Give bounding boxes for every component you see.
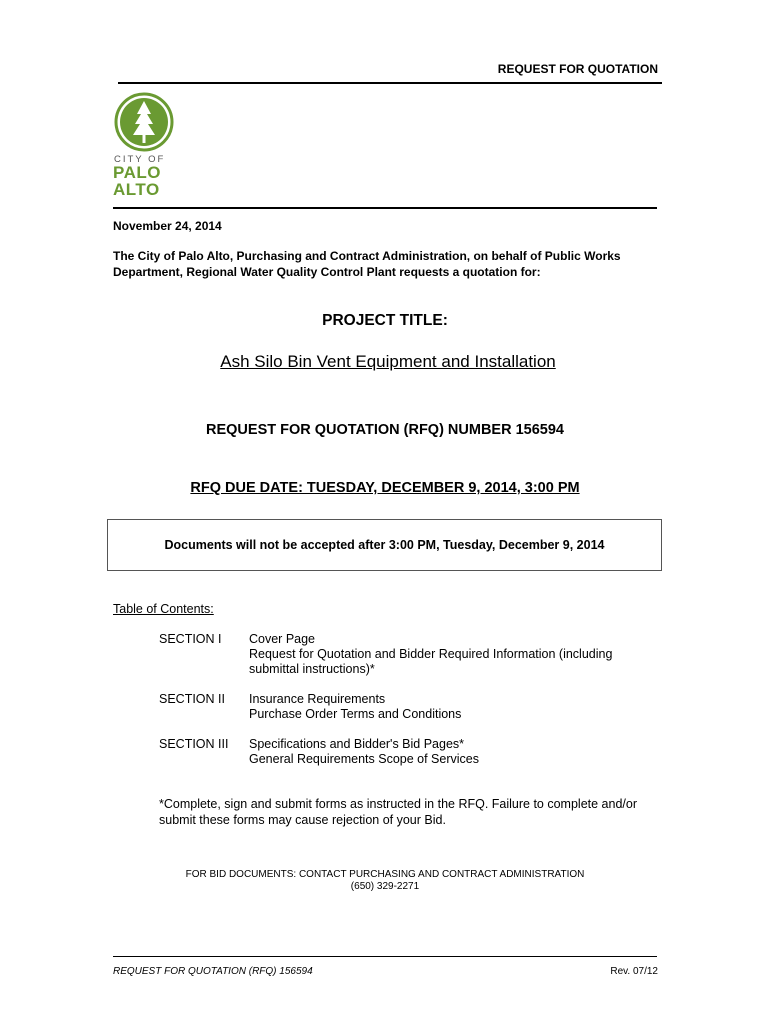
- toc-line: Request for Quotation and Bidder Required Information (including: [249, 647, 613, 661]
- toc-section-description: [249, 737, 649, 767]
- logo-alto-text: ALTO: [113, 180, 160, 199]
- logo-city-of-text: CITY OF: [114, 154, 166, 165]
- toc-line: General Requirements Scope of Services: [249, 752, 479, 766]
- contact-line: FOR BID DOCUMENTS: CONTACT PURCHASING AND CONTRACT ADMINISTRATION: [185, 869, 585, 880]
- document-date: November 24, 2014: [113, 219, 222, 233]
- toc-section-label: SECTION II: [159, 692, 225, 706]
- rfq-due-date: RFQ DUE DATE: TUESDAY, DECEMBER 9, 2014, 3:00 PM: [190, 480, 580, 496]
- contact-info: [0, 869, 770, 893]
- rfq-number: REQUEST FOR QUOTATION (RFQ) NUMBER 156594: [206, 422, 564, 438]
- footer-revision: Rev. 07/12: [610, 966, 658, 977]
- toc-section-label: SECTION III: [159, 737, 229, 751]
- footer-rfq-label: REQUEST FOR QUOTATION (RFQ) 156594: [113, 966, 313, 977]
- project-title-label: PROJECT TITLE:: [322, 312, 448, 329]
- project-title: Ash Silo Bin Vent Equipment and Installation: [220, 352, 556, 371]
- submission-footnote: *Complete, sign and submit forms as instructed in the RFQ. Failure to complete and/or submit these forms may cause rejection of your Bid.: [159, 797, 637, 827]
- contact-phone: (650) 329-2271: [350, 881, 420, 892]
- deadline-notice-text: Documents will not be accepted after 3:00 PM, Tuesday, December 9, 2014: [164, 538, 605, 552]
- toc-line: Cover Page: [249, 632, 316, 646]
- section-rule: [113, 207, 657, 209]
- logo-palo-text: PALO: [113, 163, 161, 182]
- toc-line: Insurance Requirements: [249, 692, 386, 706]
- header-rule: [118, 82, 662, 84]
- intro-paragraph: The City of Palo Alto, Purchasing and Contract Administration, on behalf of Public Works Department, Regional Water Quality Control Plant requests a quotation for:: [113, 249, 621, 279]
- toc-section-description: [249, 692, 649, 722]
- toc-section-label: SECTION I: [159, 632, 222, 646]
- toc-line: Specifications and Bidder's Bid Pages*: [249, 737, 465, 751]
- toc-section-description: [249, 632, 649, 677]
- document-header-title: REQUEST FOR QUOTATION: [497, 62, 658, 76]
- toc-line: Purchase Order Terms and Conditions: [249, 707, 462, 721]
- toc-title: Table of Contents:: [113, 602, 214, 616]
- toc-line: submittal instructions)*: [249, 662, 375, 676]
- deadline-notice-box: [107, 519, 662, 571]
- footer-rule: [113, 956, 657, 957]
